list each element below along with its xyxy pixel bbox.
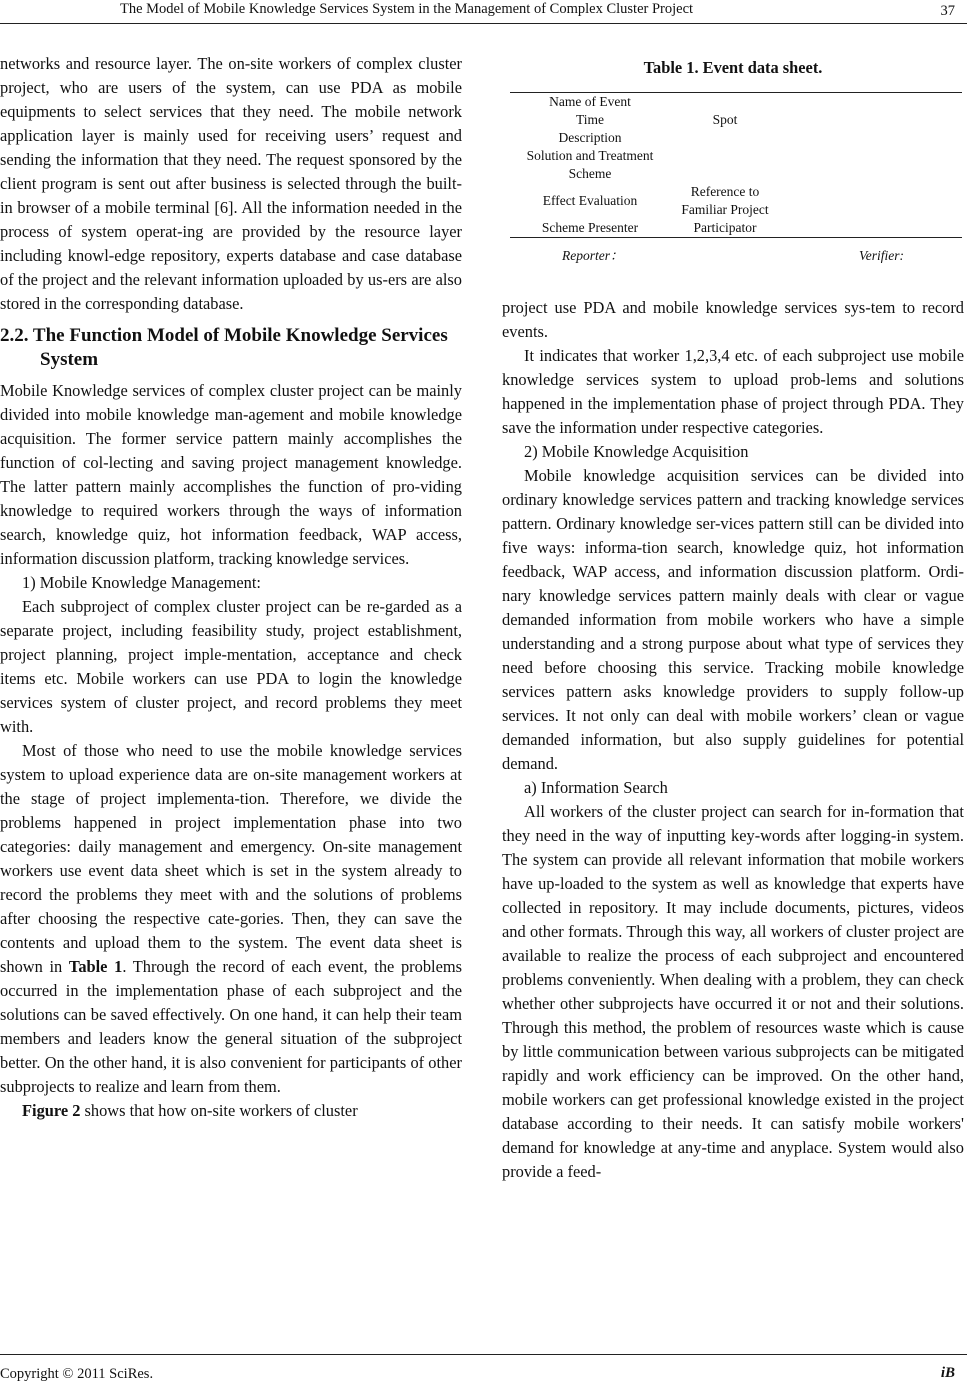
table-cell: Name of Event [510,93,670,112]
table-cell [670,147,780,183]
event-table-block [502,56,964,268]
table-caption: Table 1. Event data sheet. [643,58,823,77]
journal-abbreviation: iB [940,1365,955,1381]
table-cell: Reference to Familiar Project [681,184,769,217]
table-cell: Description [558,130,622,145]
table-row [510,183,962,219]
table-cell: Effect Evaluation [542,193,638,208]
left-column [0,52,462,1123]
verifier-label: Verifier: [859,248,904,263]
table-reference: Table 1 [68,957,123,976]
page-number: 37 [940,3,955,19]
paragraph: Mobile Knowledge services of complex cluster project can be mainly divided into mobile knowledge man-agement and mobile knowledge acquisition. The former service pattern mainly accomplishes the function of col-lecting and saving project management knowledge. The latter pattern mainly accomplishes the function of pro-viding knowledge to required workers through the ways of information search, knowledge quiz, hot information feedback, WAP access, information discussion platform, tracking knowledge services. [0,381,462,568]
text-run: shows that how on-site workers of cluster [80,1101,358,1120]
paragraph: It indicates that worker 1,2,3,4 etc. of each subproject use mobile knowledge services system to upload prob-lems and solutions happened in the implementation phase of project through PDA. They save the information under respective categories. [502,346,964,437]
paragraph: Mobile knowledge acquisition services can be divided into ordinary knowledge services pattern and tracking knowledge services pattern. Ordinary knowledge ser-vices pattern still can be divided into five ways: informa-tion search, knowledge quiz, hot information feedback, WAP access, and information discussion platform. Ordi-nary knowledge services pattern mainly deals with clear or vague demanded information from mobile workers who have a simple understanding and a strong purpose about what type of services they need before choosing this service. Tracking mobile knowledge services pattern asks knowledge providers to supply follow-up services. It not only can deal with mobile workers’ clean or vague demanded information, but also supply guidelines for potential demand. [502,466,964,773]
paragraph: project use PDA and mobile knowledge services sys-tem to record events. [502,298,964,341]
paragraph: networks and resource layer. The on-site workers of complex cluster project, who are users of the system, can use PDA as mobile equipments to select services that they need. The mobile network application layer is mainly used for receiving users’ request and sending the information that they need. The request sponsored by the client program is sent out after business is selected through the built-in browser of a mobile terminal [6]. All the information needed in the process of system operat-ing are provided by the resource layer including knowl-edge repository, experts database and case database of the project and the relevant information uploaded by us-ers are also stored in the corresponding database. [0,54,462,313]
table-cell [670,129,780,147]
paragraph: All workers of the cluster project can search for in-formation that they need in the way of inputting key-words after logging-in system. The system can provide all relevant information that mobile workers have up-loaded to the system as well as knowledge that experts have collected in repository. It may include documents, pictures, videos and other formats. Through this way, all workers of cluster project are available to realize the process of each subproject and encountered problems conveniently. When dealing with a problem, they can check whether other subprojects have occurred it or not and their solutions. Through this method, the problem of resources waste which is cause by little communication between various subprojects can be mitigated rapidly and work efficiency can be improved. On the other hand, mobile workers can get professional knowledge existed in the project database according to their needs. It can satisfy mobile workers' demand for knowledge at any-time and anyplace. System would also provide a feed- [502,802,964,1181]
paragraph [0,1099,462,1123]
table-row [510,147,962,183]
running-title: The Model of Mobile Knowledge Services System in the Management of Complex Cluster Project [120,1,694,17]
table-row [510,93,962,112]
table-row [510,219,962,238]
page-footer [0,1354,967,1384]
paragraph [0,739,462,1099]
copyright-notice: Copyright © 2011 SciRes. [0,1366,154,1382]
running-header [0,0,967,22]
table-cell [780,183,962,219]
table-cell [670,93,780,112]
reporter-label: Reporter： [562,248,624,263]
section-heading [0,324,462,372]
section-title: The Function Model of Mobile Knowledge Services System [32,325,448,370]
subsection-label: 1) Mobile Knowledge Management: [22,573,261,592]
right-column [502,52,964,1184]
figure-reference: Figure 2 [22,1101,81,1120]
paragraph: Each subproject of complex cluster project can be re-garded as a separate project, including feasibility study, project establishment, project planning, project imple-mentation, acceptance and check items etc. Mobile workers can use PDA to login the knowledge services system of cluster project, and record problems they meet with. [0,597,462,736]
table-cell: Solution and Treatment Scheme [526,148,654,181]
signature-row [562,244,904,268]
table-cell [780,93,962,112]
footer-rule [0,1354,967,1355]
table-cell: Time [575,112,604,127]
subsection-label: a) Information Search [524,778,668,797]
table-cell: Scheme Presenter [510,219,670,238]
table-cell: Participator [670,219,780,238]
section-number: 2.2. [0,325,29,346]
table-cell [780,147,962,183]
header-rule [0,23,967,24]
table-row [510,129,962,147]
event-data-table [510,92,962,238]
text-run: Most of those who need to use the mobile knowledge services system to upload experience data are on-site management workers at the stage of project implementa-tion. Therefore, we divide the problems happened in project implementation phase into two categories: daily management and emergency. On-site management workers use event data sheet which is set in the system already to record the problems they meet with and the solutions of problems after choosing the respective cate-gories. Then, they can save the contents and upload them to the system. The event data sheet is shown in [0,741,462,976]
subsection-label: 2) Mobile Knowledge Acquisition [524,442,749,461]
table-cell [780,219,962,238]
table-cell [780,111,962,129]
table-row [510,111,962,129]
table-cell [780,129,962,147]
table-cell: Spot [712,112,738,127]
text-run: . Through the record of each event, the problems occurred in the implementation phase of each subproject and the solutions can be saved effectively. On one hand, it can help their team members and leaders know the general situation of the subproject better. On the other hand, it is also convenient for participants of other subprojects to realize and learn from them. [0,957,462,1096]
